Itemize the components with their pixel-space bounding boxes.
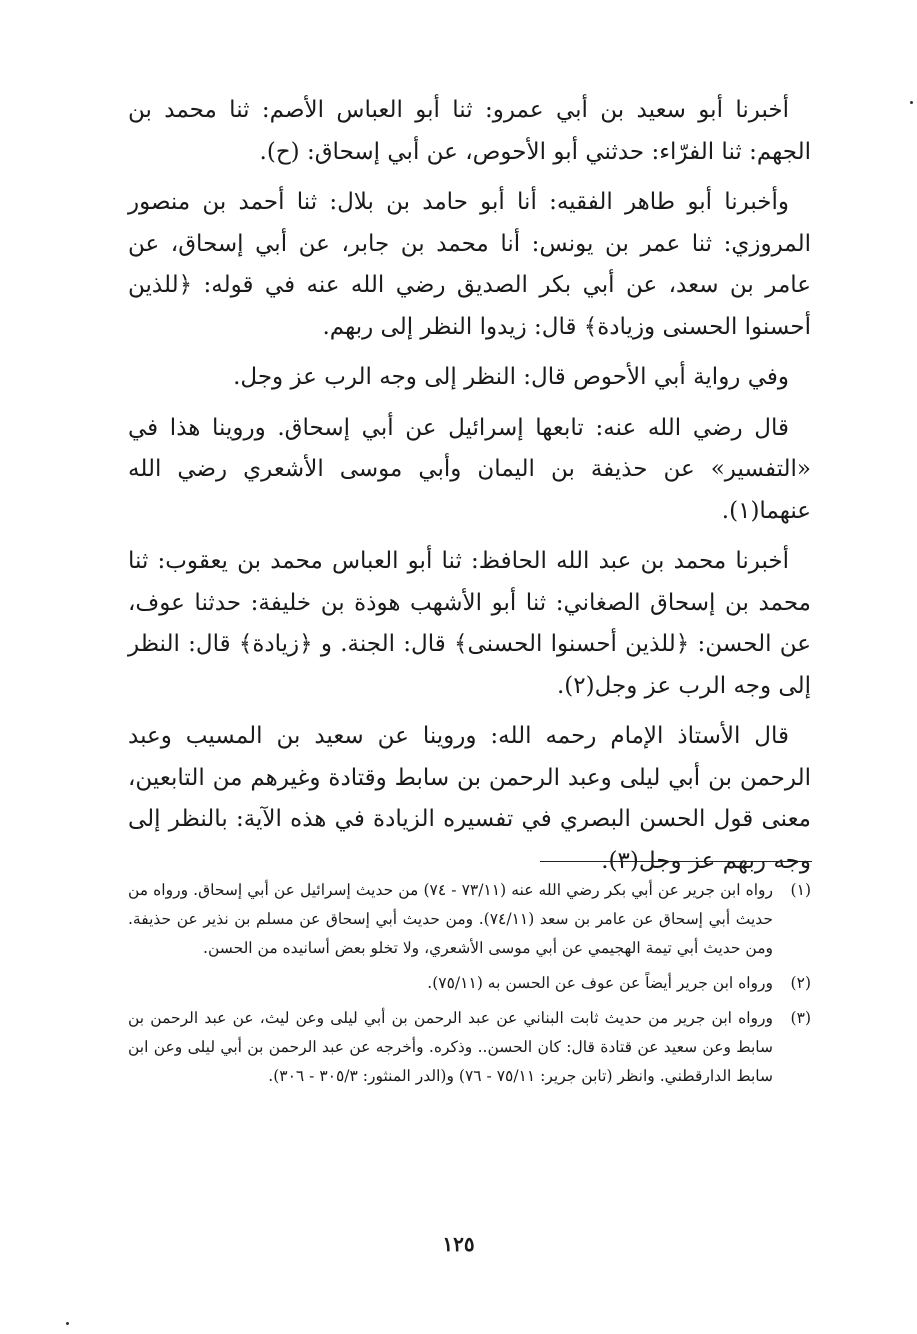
footnote bbox=[128, 1004, 811, 1091]
page-number: ١٢٥ bbox=[442, 1232, 475, 1256]
scan-speck bbox=[66, 1322, 69, 1325]
footnote bbox=[128, 876, 811, 963]
footnote-text: رواه ابن جرير عن أبي بكر رضي الله عنه (٧٣/١١ - ٧٤) من حديث إسرائيل عن أبي إسحاق. ورواه من حديث أبي إسحاق عن عامر بن سعد (٧٤/١١). ومن حديث أبي إسحاق عن مسلم بن نذير عن حذيفة. ومن حديث أبي تيمة الهجيمي عن أبي موسى الأشعري، ولا تخلو بعض أسانيده من الحسن. bbox=[128, 881, 773, 957]
paragraph: أخبرنا محمد بن عبد الله الحافظ: ثنا أبو العباس محمد بن يعقوب: ثنا محمد بن إسحاق الصغاني: ثنا أبو الأشهب هوذة بن خليفة: حدثنا عوف، عن الحسن: ﴿للذين أحسنوا الحسنى﴾ قال: الجنة. و ﴿زيادة﴾ قال: النظر إلى وجه الرب عز وجل(٢). bbox=[128, 548, 811, 699]
scan-speck bbox=[910, 101, 913, 104]
paragraph: قال رضي الله عنه: تابعها إسرائيل عن أبي إسحاق. وروينا هذا في «التفسير» عن حذيفة بن اليمان وأبي موسى الأشعري رضي الله عنهما(١). bbox=[128, 414, 811, 524]
footnote-separator bbox=[540, 861, 812, 862]
footnote-number: (٢) bbox=[790, 974, 811, 992]
footnote-text: ورواه ابن جرير أيضاً عن عوف عن الحسن به (٧٥/١١). bbox=[427, 974, 773, 992]
paragraph: قال الأستاذ الإمام رحمه الله: وروينا عن سعيد بن المسيب وعبد الرحمن بن أبي ليلى وعبد الرحمن بن سابط وقتادة وغيرهم من التابعين، معنى قول الحسن البصري في تفسيره الزيادة في هذه الآية: بالنظر إلى وجه ربهم عز وجل(٣). bbox=[128, 723, 811, 874]
footnotes bbox=[128, 876, 811, 1097]
footnote bbox=[128, 969, 811, 998]
footnote-number: (١) bbox=[790, 881, 811, 899]
paragraph: وأخبرنا أبو طاهر الفقيه: أنا أبو حامد بن بلال: ثنا أحمد بن منصور المروزي: ثنا عمر بن يونس: أنا محمد بن جابر، عن أبي إسحاق، عن عامر بن سعد، عن أبي بكر الصديق رضي الله عنه في قوله: ﴿للذين أحسنوا الحسنى وزيادة﴾ قال: زيدوا النظر إلى ربهم. bbox=[128, 189, 811, 340]
paragraph: وفي رواية أبي الأحوص قال: النظر إلى وجه الرب عز وجل. bbox=[233, 364, 789, 390]
footnote-number: (٣) bbox=[790, 1009, 811, 1027]
footnote-text: ورواه ابن جرير من حديث ثابت البناني عن عبد الرحمن بن أبي ليلى وعن ليث، عن عبد الرحمن بن سابط وعن سعيد عن قتادة قال: كان الحسن.. وذكره. وأخرجه عن عبد الرحمن بن أبي ليلى وعن ابن سابط الدارقطني. وانظر (تابن جرير: ٧٥/١١ - ٧٦) و(الدر المنثور: ٣٠٥/٣ - ٣٠٦). bbox=[128, 1009, 773, 1085]
paragraph: أخبرنا أبو سعيد بن أبي عمرو: ثنا أبو العباس الأصم: ثنا محمد بن الجهم: ثنا الفرّاء: حدثني أبو الأحوص، عن أبي إسحاق: (ح). bbox=[128, 97, 811, 165]
main-text bbox=[128, 90, 811, 891]
